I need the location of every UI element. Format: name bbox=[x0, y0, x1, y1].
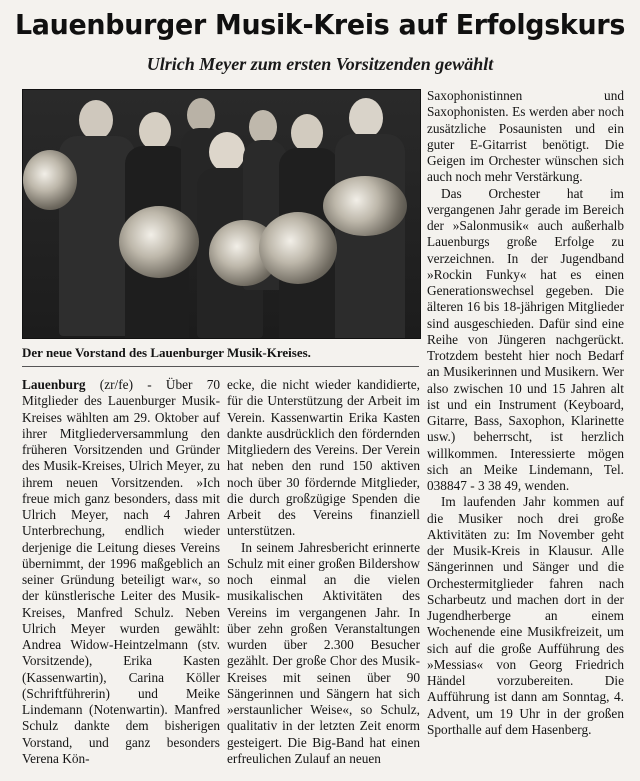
headline: Lauenburger Musik-Kreis auf Erfolgskurs bbox=[14, 8, 626, 41]
paragraph: Saxophonistinnen und Saxophonisten. Es werden aber noch zusätzliche Posaunisten und ein guter E-Gitarrist benötigt. Die Geigen im Orchester wünschen sich auch noch mehr Verstärkung. bbox=[427, 88, 624, 185]
paragraph: In seinem Jahresbericht erinnerte Schulz mit einer großen Bildershow noch einmal an die vielen musikalischen Aktivitäten des Vereins im vergangenen Jahr. In über zehn großen Veranstaltungen wurden über 2.300 Besucher gezählt. Der große Chor des Musik-Kreises mit seinen über 90 Sängerinnen und Sängern hat sich »erstaunlicher Weise«, so Schulz, qualitativ in der letzten Zeit enorm gesteigert. Die Big-Band hat einen erfreulichen Zulauf an neuen bbox=[227, 539, 420, 766]
flower-bouquet bbox=[23, 150, 77, 210]
paragraph bbox=[22, 377, 220, 767]
subheadline: Ulrich Meyer zum ersten Vorsitzenden gewählt bbox=[146, 54, 494, 74]
paragraph: ecke, die nicht wieder kandidierte, für die Unterstützung der Arbeit im Verein. Kassenwartin Erika Kasten dankte ausdrücklich den fördernden Mitgliedern des Vereins. Der Verein hat neben den rund 150 aktiven noch über 30 fördernde Mitglieder, die durch großzügige Spenden die Arbeit des Vereins finanziell unterstützen. bbox=[227, 377, 420, 539]
article-column-3 bbox=[427, 88, 624, 738]
flower-bouquet bbox=[119, 206, 199, 278]
paragraph-text: (zr/fe) - Über 70 Mitglieder des Lauenburger Musik-Kreises wählten am 29. Oktober auf ihrer Mitgliederversammlung den früheren Vorsitzenden und Gründer des Musik-Kreises, Ulrich Meyer, zu ihrem neuen Vorsitzenden. »Ich freue mich ganz besonders, dass mit Ulrich Meyer, nach 4 Jahren Unterbrechung, endlich wieder derjenige die Leitung dieses Vereins übernimmt, der 1996 maßgeblich an seiner Gründung beteiligt war«, so der künstlerische Leiter des Musik-Kreises, Manfred Schulz. Neben Ulrich Meyer wurden gewählt: Andrea Widow-Heintzelmann (stv. Vorsitzende), Erika Kasten (Kassenwartin), Carina Köller (Schriftführerin) und Meike Lindemann (Notenwartin). Manfred Schulz dankte dem bisherigen Vorstand, und ganz besonders Verena Kön- bbox=[22, 377, 220, 766]
flower-bouquet bbox=[259, 212, 337, 284]
caption-divider bbox=[22, 366, 419, 367]
article-column-1 bbox=[22, 377, 220, 767]
photo-caption: Der neue Vorstand des Lauenburger Musik-Kreises. bbox=[22, 345, 311, 360]
flower-bouquet bbox=[323, 176, 407, 236]
article-column-2 bbox=[227, 377, 420, 767]
paragraph: Im laufenden Jahr kommen auf die Musiker noch drei große Aktivitäten zu: Im November geht der Musik-Kreis in Klausur. Alle Sängerinnen und Sänger und die Orchestermitglieder fahren nach Scharbeutz und machen dort in der Jugendherberge an einem Wochenende eine Musikfreizeit, um sich auf die große Aufführung des »Messias« von Georg Friedrich Händel vorzubereiten. Die Aufführung ist dann am Sonntag, 4. Advent, um 19 Uhr in der großen Sporthalle auf dem Hasenberg. bbox=[427, 494, 624, 737]
paragraph: Das Orchester hat im vergangenen Jahr gerade im Bereich der »Salonmusik« auch außerhalb Lauenburgs große Erfolge zu verzeichnen. In der Jugendband »Rockin Funky« hat es einen Generationswechsel gegeben. Die älteren 16 bis 18-jährigen Mitglieder sind ausgeschieden. Dafür sind eine Reihe von Jüngeren nachgerückt. Trotzdem besteht hier noch Bedarf an Musikerinnen und Musikern. Wer also zwischen 10 und 15 Jahren alt ist und ein Instrument (Keyboard, Gitarre, Bass, Saxophon, Klarinette usw.) beherrscht, ist herzlich willkommen. Interessierte mögen sich an Meike Lindemann, Tel. 038847 - 3 38 49, wenden. bbox=[427, 185, 624, 493]
group-photo bbox=[22, 89, 421, 339]
dateline: Lauenburg bbox=[22, 377, 86, 392]
